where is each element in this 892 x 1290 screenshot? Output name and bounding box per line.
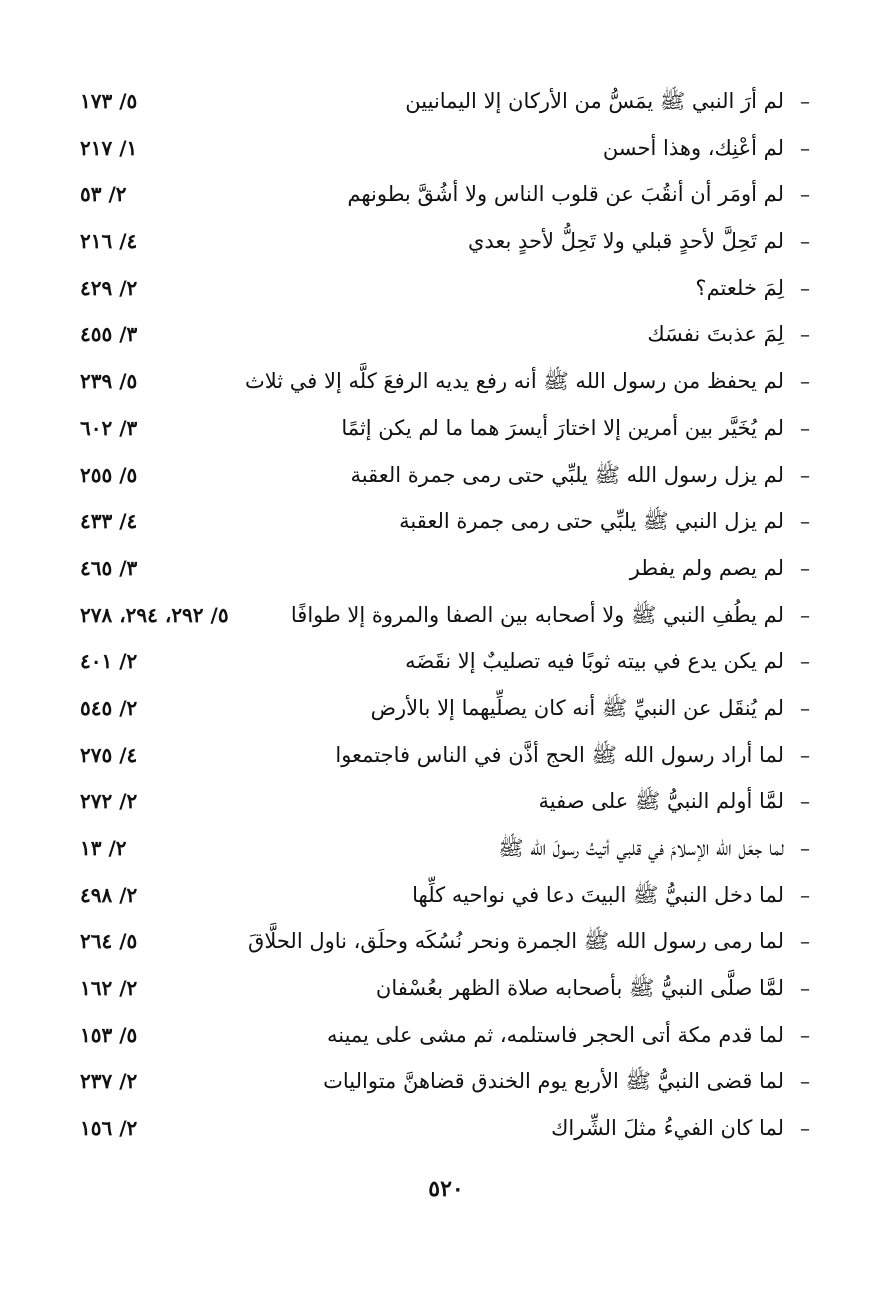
index-entry bbox=[80, 825, 810, 872]
index-entry bbox=[80, 685, 810, 732]
index-entry bbox=[80, 125, 810, 172]
entry-text: لم يزل النبي ﷺ يلبِّي حتى رمى جمرة العقبة bbox=[399, 509, 784, 534]
entry-reference: ٢/ ٢٣٧ bbox=[80, 1069, 138, 1094]
entry-reference: ٥/ ٢٩٢، ٢٩٤، ٢٧٨ bbox=[80, 602, 229, 627]
entry-reference: ٢/ ٢٧٢ bbox=[80, 789, 138, 814]
entry-text: لما قدم مكة أتى الحجر فاستلمه، ثم مشى على يمينه bbox=[326, 1022, 784, 1047]
index-entry bbox=[80, 545, 810, 592]
page-number: ٥٢٠ bbox=[428, 1176, 464, 1202]
entry-reference: ٢/ ٥٤٥ bbox=[80, 695, 138, 720]
entry-text: لم يُخَيَّر بين أمرين إلا اختارَ أيسرَ هما ما لم يكن إثمًا bbox=[341, 415, 784, 440]
entry-reference: ٥/ ١٥٣ bbox=[80, 1022, 138, 1047]
index-entry bbox=[80, 452, 810, 499]
entry-dash: – bbox=[800, 89, 810, 113]
entry-dash: – bbox=[800, 415, 810, 440]
entry-text: لم يصم ولم يفطر bbox=[629, 555, 784, 580]
entry-text: لم يُنقَل عن النبيِّ ﷺ أنه كان يصلِّيهما إلا بالأرض bbox=[370, 695, 784, 720]
entry-dash: – bbox=[800, 882, 810, 907]
entry-dash: – bbox=[800, 275, 810, 300]
entry-text: لمَّا صلَّى النبيُّ ﷺ بأصحابه صلاة الظهر بعُسْفان bbox=[375, 976, 784, 1001]
entry-text: لما قضى النبيُّ ﷺ الأربع يوم الخندق قضاهنَّ متواليات bbox=[323, 1069, 784, 1094]
index-entry bbox=[80, 311, 810, 358]
index-entry bbox=[80, 498, 810, 545]
entry-reference: ٤/ ٢٧٥ bbox=[80, 742, 138, 767]
index-entry bbox=[80, 965, 810, 1012]
entry-dash: – bbox=[800, 976, 810, 1001]
entry-reference: ٣/ ٤٦٥ bbox=[80, 555, 138, 580]
entry-reference: ٢/ ٤٩٨ bbox=[80, 882, 138, 907]
entry-reference: ٢/ ١٣ bbox=[80, 836, 127, 860]
entry-dash: – bbox=[800, 135, 810, 160]
entry-dash: – bbox=[800, 789, 810, 814]
entry-text: لم تَحِلَّ لأحدٍ قبلي ولا تَحِلُّ لأحدٍ بعدي bbox=[467, 229, 784, 254]
entry-dash: – bbox=[800, 229, 810, 254]
entry-reference: ٥/ ١٧٣ bbox=[80, 89, 138, 113]
entry-text: لم أعْنِك، وهذا أحسن bbox=[602, 135, 784, 160]
entry-text: لما رمى رسول الله ﷺ الجمرة ونحر نُسُكَه وحلَق، ناول الحلَّاقَ bbox=[248, 929, 784, 954]
entry-dash: – bbox=[800, 555, 810, 580]
entry-text: لم أومَر أن أنقُبَ عن قلوب الناس ولا أشُقَّ بطونهم bbox=[347, 182, 784, 207]
index-entry bbox=[80, 1058, 810, 1105]
index-entry bbox=[80, 358, 810, 405]
entry-reference: ٣/ ٤٥٥ bbox=[80, 322, 138, 347]
entry-reference: ٣/ ٦٠٢ bbox=[80, 415, 138, 440]
entry-text: لما أراد رسول الله ﷺ الحج أذَّن في الناس فاجتمعوا bbox=[335, 742, 784, 767]
index-entry bbox=[80, 218, 810, 265]
entry-text: لم يحفظ من رسول الله ﷺ أنه رفع يديه الرفعَ كلَّه إلا في ثلاث bbox=[244, 369, 784, 394]
entry-dash: – bbox=[800, 1116, 810, 1141]
entry-text: لم أرَ النبي ﷺ يمَسُّ من الأركان إلا اليمانيين bbox=[405, 89, 784, 113]
entry-reference: ٤/ ٤٣٣ bbox=[80, 509, 138, 534]
index-entry bbox=[80, 592, 810, 639]
index-entry bbox=[80, 918, 810, 965]
entry-dash: – bbox=[800, 1022, 810, 1047]
entry-reference: ٥/ ٢٥٥ bbox=[80, 462, 138, 487]
entry-text: لمَّا أولم النبيُّ ﷺ على صفية bbox=[538, 789, 784, 814]
entry-dash: – bbox=[800, 182, 810, 207]
entry-reference: ٥/ ٢٣٩ bbox=[80, 369, 138, 394]
entry-text: لما كان الفيءُ مثلَ الشِّراك bbox=[551, 1116, 784, 1141]
index-entry bbox=[80, 171, 810, 218]
entry-dash: – bbox=[800, 1069, 810, 1094]
entry-dash: – bbox=[800, 369, 810, 394]
entry-reference: ٢/ ٤٢٩ bbox=[80, 275, 138, 300]
entry-dash: – bbox=[800, 509, 810, 534]
index-entry bbox=[80, 265, 810, 312]
index-entry bbox=[80, 778, 810, 825]
entry-dash: – bbox=[800, 929, 810, 954]
entry-text: لم يكن يدع في بيته ثوبًا فيه تصليبٌ إلا نقَضَه bbox=[405, 649, 784, 674]
index-entry bbox=[80, 1012, 810, 1059]
entry-text: لِمَ خلعتم؟ bbox=[695, 275, 784, 300]
entry-reference: ٥/ ٢٦٤ bbox=[80, 929, 138, 954]
index-entry bbox=[80, 638, 810, 685]
entry-dash: – bbox=[800, 742, 810, 767]
entry-reference: ٢/ ١٥٦ bbox=[80, 1116, 138, 1141]
entry-reference: ٢/ ٤٠١ bbox=[80, 649, 138, 674]
entry-dash: – bbox=[800, 322, 810, 347]
entry-text: لما جعَل الله الإسلامَ في قلبي أتيتُ رسولَ الله ﷺ bbox=[498, 836, 784, 860]
entry-dash: – bbox=[800, 602, 810, 627]
entry-text: لم يزل رسول الله ﷺ يلبِّي حتى رمى جمرة العقبة bbox=[350, 462, 784, 487]
entry-reference: ٢/ ١٦٢ bbox=[80, 976, 138, 1001]
entry-reference: ٢/ ٥٣ bbox=[80, 182, 127, 207]
entry-dash: – bbox=[800, 649, 810, 674]
index-entry bbox=[80, 872, 810, 919]
hadith-index-list bbox=[80, 78, 810, 1152]
entry-text: لِمَ عذبتَ نفسَك bbox=[647, 322, 784, 347]
entry-reference: ١/ ٢١٧ bbox=[80, 135, 138, 160]
entry-dash: – bbox=[800, 836, 810, 860]
entry-reference: ٤/ ٢١٦ bbox=[80, 229, 138, 254]
index-entry bbox=[80, 1105, 810, 1152]
index-entry bbox=[80, 405, 810, 452]
index-entry bbox=[80, 78, 810, 125]
entry-text: لما دخل النبيُّ ﷺ البيتَ دعا في نواحيه كلِّها bbox=[412, 882, 784, 907]
entry-dash: – bbox=[800, 695, 810, 720]
index-entry bbox=[80, 732, 810, 779]
entry-text: لم يطُفِ النبي ﷺ ولا أصحابه بين الصفا والمروة إلا طوافًا bbox=[290, 602, 784, 627]
entry-dash: – bbox=[800, 462, 810, 487]
